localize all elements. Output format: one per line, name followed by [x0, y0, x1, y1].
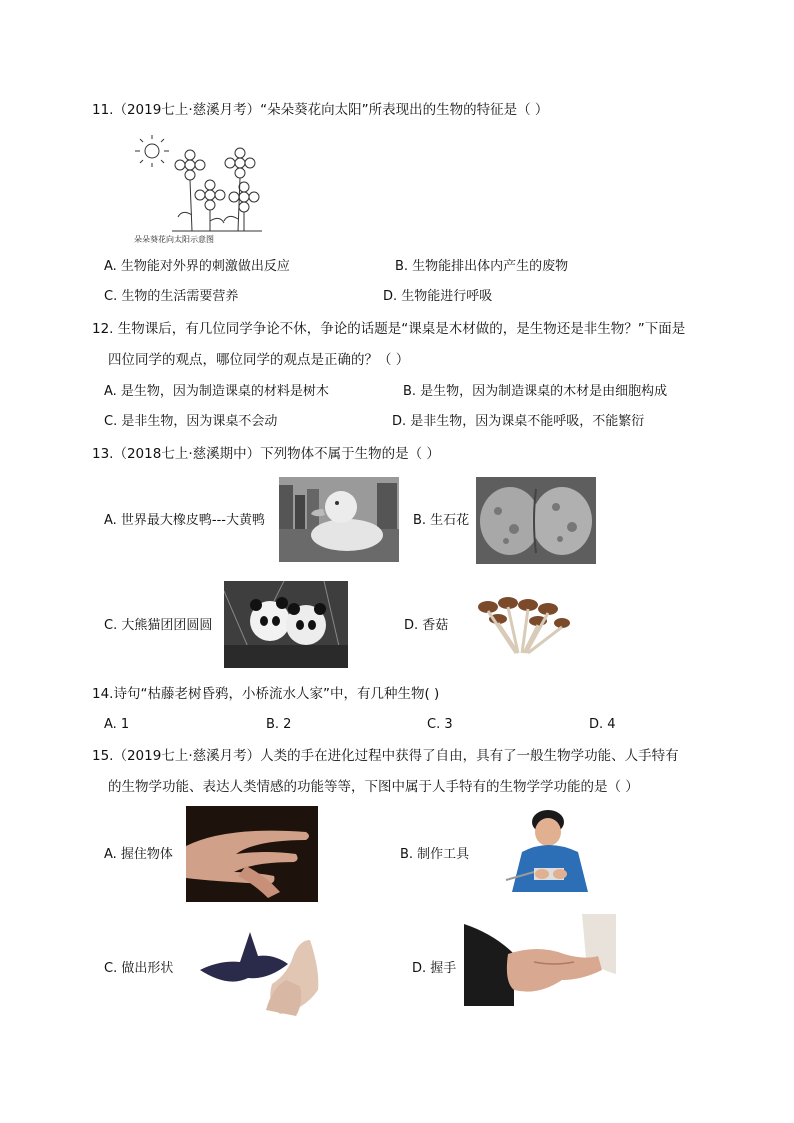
hand-holding-photo: [186, 806, 318, 902]
q11-option-c[interactable]: C. 生物的生活需要营养: [104, 289, 239, 304]
hand-shadow-image: [190, 920, 354, 1020]
question-15-stem-line1: 15.（2019七上·慈溪月考）人类的手在进化过程中获得了自由，具有了一般生物学功能、人手特有: [92, 748, 679, 764]
hand-shadow-photo: [190, 920, 354, 1020]
q15-option-c[interactable]: C. 做出形状: [104, 961, 174, 976]
hand-holding-image: [186, 806, 318, 902]
q11-option-b[interactable]: B. 生物能排出体内产生的废物: [395, 259, 569, 274]
q11-option-a[interactable]: A. 生物能对外界的刺激做出反应: [104, 259, 290, 274]
q14-option-c[interactable]: C. 3: [427, 717, 453, 732]
q11-option-d[interactable]: D. 生物能进行呼吸: [383, 289, 493, 304]
q14-option-a[interactable]: A. 1: [104, 717, 130, 732]
q12-option-a[interactable]: A. 是生物，因为制造课桌的材料是树木: [104, 384, 329, 399]
question-15-stem-line2: 的生物学功能、表达人类情感的功能等等，下图中属于人手特有的生物学学功能的是（ ）: [108, 779, 639, 795]
q13-option-d[interactable]: D. 香菇: [404, 618, 449, 633]
sunflower-drawing: [132, 135, 272, 247]
sunflower-caption: 朵朵葵花向太阳示意图: [134, 235, 214, 244]
question-12-stem-line2: 四位同学的观点，哪位同学的观点是正确的？（ ）: [108, 352, 410, 368]
q12-option-b[interactable]: B. 是生物，因为制造课桌的木材是由细胞构成: [403, 384, 668, 399]
q14-option-b[interactable]: B. 2: [266, 717, 292, 732]
q12-option-c[interactable]: C. 是非生物，因为课桌不会动: [104, 414, 278, 429]
mushroom-photo: [468, 595, 574, 659]
q12-option-d[interactable]: D. 是非生物，因为课桌不能呼吸，不能繁衍: [392, 414, 645, 429]
question-12-stem-line1: 12. 生物课后，有几位同学争论不休，争论的话题是“课桌是木材做的，是生物还是非生物？”下面是: [92, 321, 686, 337]
question-11-stem: 11.（2019七上·慈溪月考）“朵朵葵花向太阳”所表现出的生物的特征是（ ）: [92, 102, 549, 118]
q13-option-b[interactable]: B. 生石花: [413, 513, 470, 528]
sunflower-figure: [132, 135, 272, 247]
rubber-duck-photo: [279, 477, 399, 562]
q15-option-b[interactable]: B. 制作工具: [400, 847, 470, 862]
handshake-image: [464, 914, 616, 1006]
lithops-photo: [476, 477, 596, 564]
mushroom-image: [468, 595, 574, 659]
q15-option-a[interactable]: A. 握住物体: [104, 847, 173, 862]
q13-option-c[interactable]: C. 大熊猫团团圆圆: [104, 618, 213, 633]
question-13-stem: 13.（2018七上·慈溪期中）下列物体不属于生物的是（ ）: [92, 446, 440, 462]
q15-option-d[interactable]: D. 握手: [412, 961, 457, 976]
handshake-photo: [464, 914, 616, 1006]
q13-option-a[interactable]: A. 世界最大橡皮鸭---大黄鸭: [104, 513, 266, 528]
boy-making-tool-image: [498, 800, 604, 898]
q14-option-d[interactable]: D. 4: [589, 717, 616, 732]
lithops-image: [476, 477, 596, 564]
boy-making-tool-photo: [498, 800, 604, 898]
rubber-duck-image: [279, 477, 399, 562]
panda-image: [224, 581, 348, 668]
panda-photo: [224, 581, 348, 668]
question-14-stem: 14.诗句“枯藤老树昏鸦，小桥流水人家”中，有几种生物( ): [92, 686, 440, 702]
